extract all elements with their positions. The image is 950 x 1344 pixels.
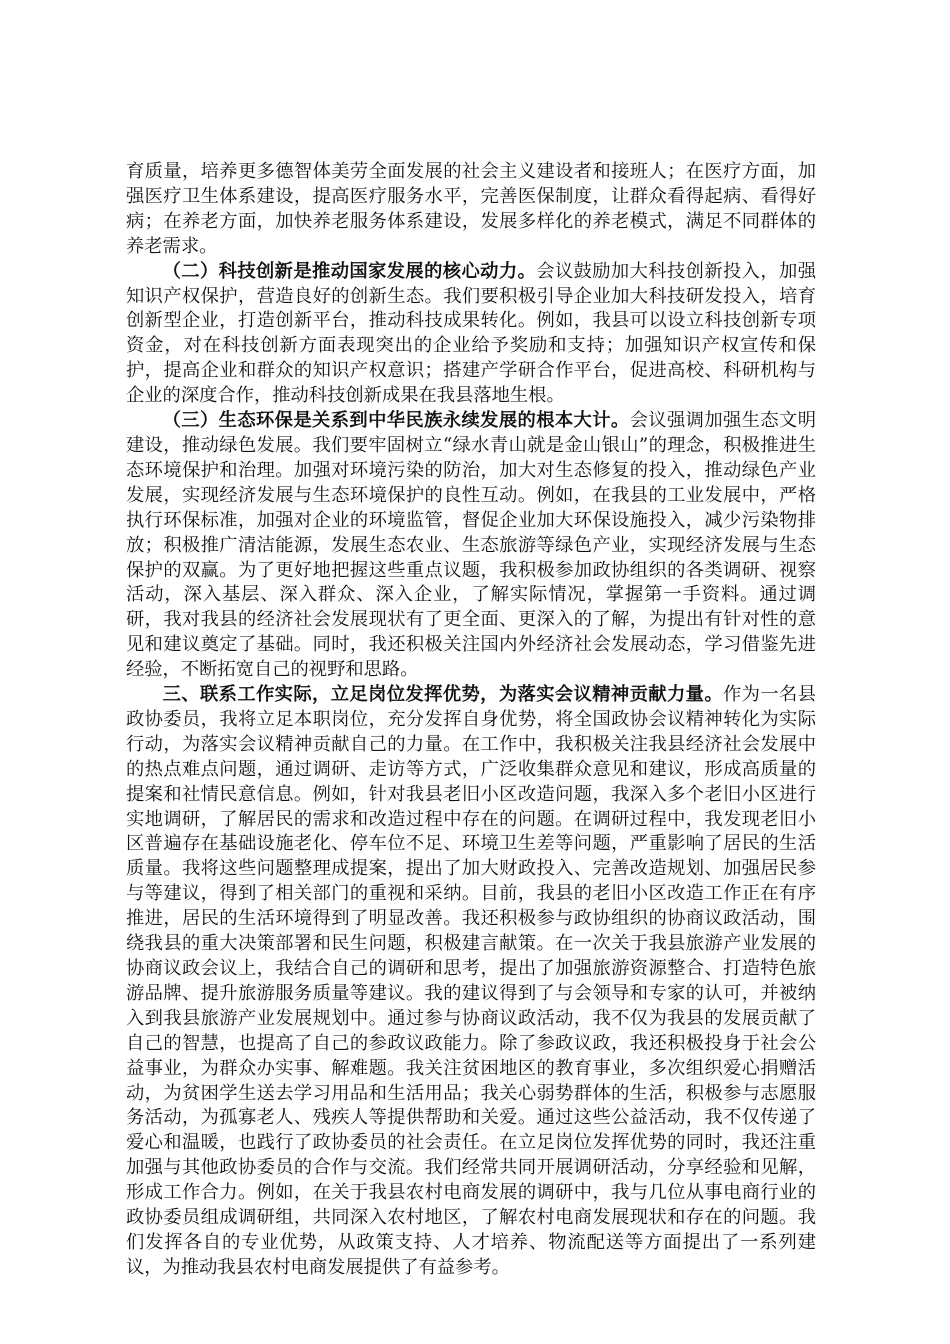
paragraph-body: 会议强调加强生态文明建设，推动绿色发展。我们要牢固树立“绿水青山就是金山银山”的理念，积极推进生态环境保护和治理。加强对环境污染的防治，加大对生态修复的投入，推动绿色产业发展，实现经济发展与生态环境保护的良性互动。例如，在我县的工业发展中，严格执行环保标准，加强对企业的环境监管，督促企业加大环保设施投入，减少污染物排放；积极推广清洁能源，发展生态农业、生态旅游等绿色产业，实现经济发展与生态保护的双赢。为了更好地把握这些重点议题，我积极参加政协组织的各类调研、视察活动，深入基层、深入群众、深入企业，了解实际情况，掌握第一手资料。通过调研，我对我县的经济社会发展现状有了更全面、更深入的了解，为提出有针对性的意见和建议奠定了基础。同时，我还积极关注国内外经济社会发展动态，学习借鉴先进经验，不断拓宽自己的视野和思路。 [126,410,817,681]
paragraph-body: 作为一名县政协委员，我将立足本职岗位，充分发挥自身优势，将全国政协会议精神转化为实际行动，为落实会议精神贡献自己的力量。在工作中，我积极关注我县经济社会发展中的热点难点问题，通过调研、走访等方式，广泛收集群众意见和建议，形成高质量的提案和社情民意信息。例如，针对我县老旧小区改造问题，我深入多个老旧小区进行实地调研，了解居民的需求和改造过程中存在的问题。在调研过程中，我发现老旧小区普遍存在基础设施老化、停车位不足、环境卫生差等问题，严重影响了居民的生活质量。我将这些问题整理成提案，提出了加大财政投入、完善改造规划、加强居民参与等建议，得到了相关部门的重视和采纳。目前，我县的老旧小区改造工作正在有序推进，居民的生活环境得到了明显改善。我还积极参与政协组织的协商议政活动，围绕我县的重大决策部署和民生问题，积极建言献策。在一次关于我县旅游产业发展的协商议政会议上，我结合自己的调研和思考，提出了加强旅游资源整合、打造特色旅游品牌、提升旅游服务质量等建议。我的建议得到了与会领导和专家的认可，并被纳入到我县旅游产业发展规划中。通过参与协商议政活动，我不仅为我县的发展贡献了自己的智慧，也提高了自己的参政议政能力。除了参政议政，我还积极投身于社会公益事业，为群众办实事、解难题。我关注贫困地区的教育事业，多次组织爱心捐赠活动，为贫困学生送去学习用品和生活用品；我关心弱势群体的生活，积极参与志愿服务活动，为孤寡老人、残疾人等提供帮助和关爱。通过这些公益活动，我不仅传递了爱心和温暖，也践行了政协委员的社会责任。在立足岗位发挥优势的同时，我还注重加强与其他政协委员的合作与交流。我们经常共同开展调研活动，分享经验和见解，形成工作合力。例如，在关于我县农村电商发展的调研中，我与几位从事电商行业的政协委员组成调研组，共同深入农村地区，了解农村电商发展现状和存在的问题。我们发挥各自的专业优势，从政策支持、人才培养、物流配送等方面提出了一系列建议，为推动我县农村电商发展提供了有益参考。 [126,684,817,1278]
paragraph-heading: （三）生态环保是关系到中华民族永续发展的根本大计。 [162,410,630,432]
paragraph-ecology [126,409,816,683]
paragraph-heading: （二）科技创新是推动国家发展的核心动力。 [162,260,537,282]
paragraph-body: 育质量，培养更多德智体美劳全面发展的社会主义建设者和接班人；在医疗方面，加强医疗卫生体系建设，提高医疗服务水平，完善医保制度，让群众看得起病、看得好病；在养老方面，加快养老服务体系建设，发展多样化的养老模式，满足不同群体的养老需求。 [126,161,816,257]
paragraph-continuation [126,160,816,260]
paragraph-tech-innovation [126,260,816,409]
document-page [126,160,816,1281]
paragraph-body: 会议鼓励加大科技创新投入，加强知识产权保护，营造良好的创新生态。我们要积极引导企业加大科技研发投入，培育创新型企业，打造创新平台，推动科技成果转化。例如，我县可以设立科技创新专项资金，对在科技创新方面表现突出的企业给予奖励和支持；加强知识产权宣传和保护，提高企业和群众的知识产权意识；搭建产学研合作平台，促进高校、科研机构与企业的深度合作，推动科技创新成果在我县落地生根。 [126,260,817,407]
paragraph-section-three [126,683,816,1281]
section-heading: 三、联系工作实际，立足岗位发挥优势，为落实会议精神贡献力量。 [162,684,723,706]
